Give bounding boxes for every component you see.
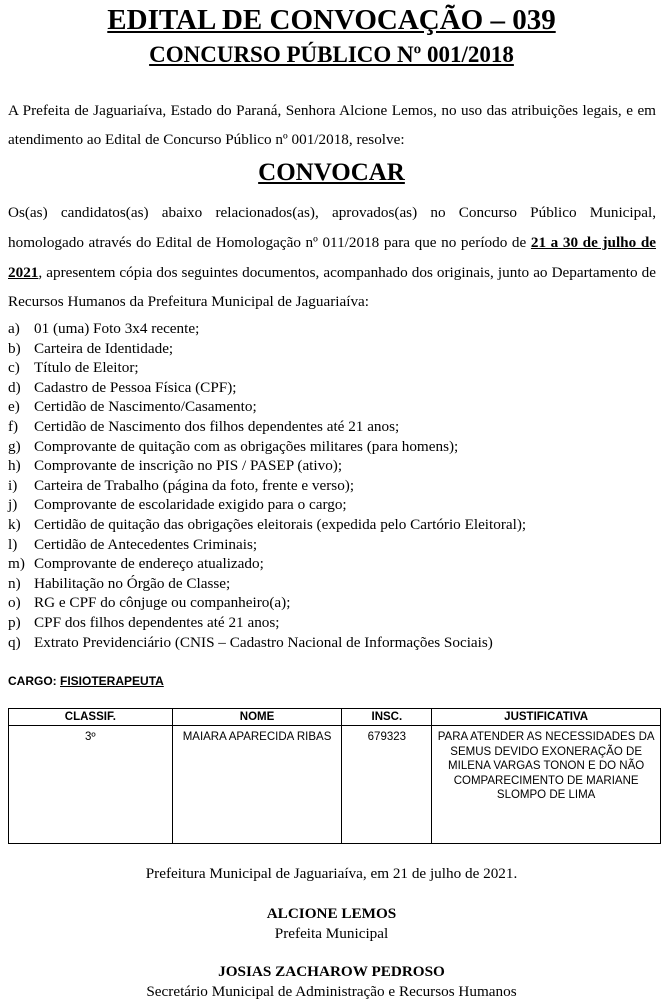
list-item-text: Certidão de quitação das obrigações eleitorais (expedida pelo Cartório Eleitoral); <box>34 515 527 533</box>
signer2-role: Secretário Municipal de Administração e Recursos Humanos <box>146 983 517 1000</box>
list-item-text: Habilitação no Órgão de Classe; <box>34 574 231 592</box>
list-item-key: p) <box>8 613 21 631</box>
list-item-key: n) <box>8 574 21 592</box>
list-item-text: CPF dos filhos dependentes até 21 anos; <box>34 613 280 631</box>
body-text-part1: Os(as) candidatos(as) abaixo relacionados(as), aprovados(as) no Concurso Público Municipal, homologado através do Edital de Homologação nº 011/2018 para que no período de <box>8 204 656 251</box>
intro-paragraph: A Prefeita de Jaguariaíva, Estado do Paraná, Senhora Alcione Lemos, no uso das atribuições legais, e em atendimento ao Edital de Concurso Público nº 001/2018, resolve: <box>8 102 656 148</box>
list-item-text: Comprovante de escolaridade exigido para o cargo; <box>34 496 347 514</box>
header-nome: NOME <box>172 709 342 726</box>
signer1-role: Prefeita Municipal <box>274 925 389 942</box>
signer2-name <box>0 962 663 982</box>
place-date: Prefeitura Municipal de Jaguariaíva, em 21 de julho de 2021. <box>145 865 518 882</box>
list-item-text: Título de Eleitor; <box>34 359 139 377</box>
list-item-key: j) <box>8 496 18 514</box>
list-item <box>8 417 658 437</box>
cell-nome: MAIARA APARECIDA RIBAS <box>172 726 342 844</box>
list-item <box>8 378 658 398</box>
list-item-text: Comprovante de inscrição no PIS / PASEP (ativo); <box>34 457 343 475</box>
period-text: 21 a 30 de julho de 2021 <box>8 233 657 281</box>
list-item <box>8 437 658 457</box>
list-item-text: Certidão de Nascimento/Casamento; <box>34 398 257 416</box>
list-item-key: a) <box>8 320 20 337</box>
convocar-heading: CONVOCAR <box>258 159 405 186</box>
list-item-text: Extrato Previdenciário (CNIS – Cadastro Nacional de Informações Sociais) <box>34 633 493 651</box>
list-item <box>8 339 658 359</box>
cargo-value: FISIOTERAPEUTA <box>60 674 164 688</box>
list-item-key: l) <box>8 535 18 553</box>
cell-classif: 3º <box>9 726 173 844</box>
list-item <box>8 574 658 594</box>
cargo-label: CARGO: <box>8 674 57 688</box>
list-item-key: e) <box>8 398 20 416</box>
signer2-name-text: JOSIAS ZACHAROW PEDROSO <box>218 963 445 980</box>
list-item-key: i) <box>8 476 18 494</box>
list-item <box>8 593 658 613</box>
list-item <box>8 613 658 633</box>
list-item-text: 01 (uma) Foto 3x4 recente; <box>34 320 200 337</box>
edital-title: EDITAL DE CONVOCAÇÃO – 039 <box>107 4 556 36</box>
list-item <box>8 456 658 476</box>
list-item <box>8 319 658 339</box>
list-item <box>8 476 658 496</box>
header-justificativa: JUSTIFICATIVA <box>432 709 661 726</box>
list-item-text: Certidão de Antecedentes Criminais; <box>34 535 258 553</box>
list-item <box>8 535 658 555</box>
cell-justificativa: PARA ATENDER AS NECESSIDADES DA SEMUS DEVIDO EXONERAÇÃO DE MILENA VARGAS TONON E DO NÃO COMPARECIMENTO DE MARIANE SLOMPO DE LIMA <box>432 726 661 844</box>
list-item-text: RG e CPF do cônjuge ou companheiro(a); <box>34 594 291 612</box>
list-item-key: m) <box>8 555 25 573</box>
list-item <box>8 633 658 653</box>
signer1-name <box>0 904 663 924</box>
list-item-key: k) <box>8 515 21 533</box>
list-item <box>8 495 658 515</box>
list-item-key: f) <box>8 417 19 435</box>
header-classif: CLASSIF. <box>9 709 173 726</box>
list-item-key: d) <box>8 378 21 396</box>
cargo-line <box>8 673 164 689</box>
cell-insc: 679323 <box>342 726 432 844</box>
table-header-row <box>9 709 661 726</box>
signer1-name-text: ALCIONE LEMOS <box>266 905 397 922</box>
list-item-key: c) <box>8 359 20 377</box>
list-item-key: b) <box>8 339 21 357</box>
list-item-text: Cadastro de Pessoa Física (CPF); <box>34 378 237 396</box>
list-item-key: g) <box>8 437 21 455</box>
body-text-part2: , apresentem cópia dos seguintes documentos, acompanhado dos originais, junto ao Departamento de Recursos Humanos da Prefeitura Municipal de Jaguariaíva: <box>8 263 656 311</box>
documents-list <box>8 319 658 652</box>
list-item-key: q) <box>8 633 21 651</box>
list-item-key: o) <box>8 594 21 612</box>
list-item <box>8 358 658 378</box>
list-item-text: Comprovante de quitação com as obrigações militares (para homens); <box>34 437 459 455</box>
list-item-key: h) <box>8 457 21 475</box>
list-item <box>8 397 658 417</box>
table-row <box>9 726 661 844</box>
list-item-text: Certidão de Nascimento dos filhos dependentes até 21 anos; <box>34 417 400 435</box>
concurso-subtitle: CONCURSO PÚBLICO Nº 001/2018 <box>149 42 514 67</box>
list-item-text: Carteira de Trabalho (página da foto, frente e verso); <box>34 476 355 494</box>
results-table <box>8 708 661 844</box>
list-item <box>8 554 658 574</box>
header-insc: INSC. <box>342 709 432 726</box>
list-item-text: Comprovante de endereço atualizado; <box>34 555 264 573</box>
list-item <box>8 515 658 535</box>
list-item-text: Carteira de Identidade; <box>34 339 174 357</box>
body-paragraph <box>8 198 656 317</box>
